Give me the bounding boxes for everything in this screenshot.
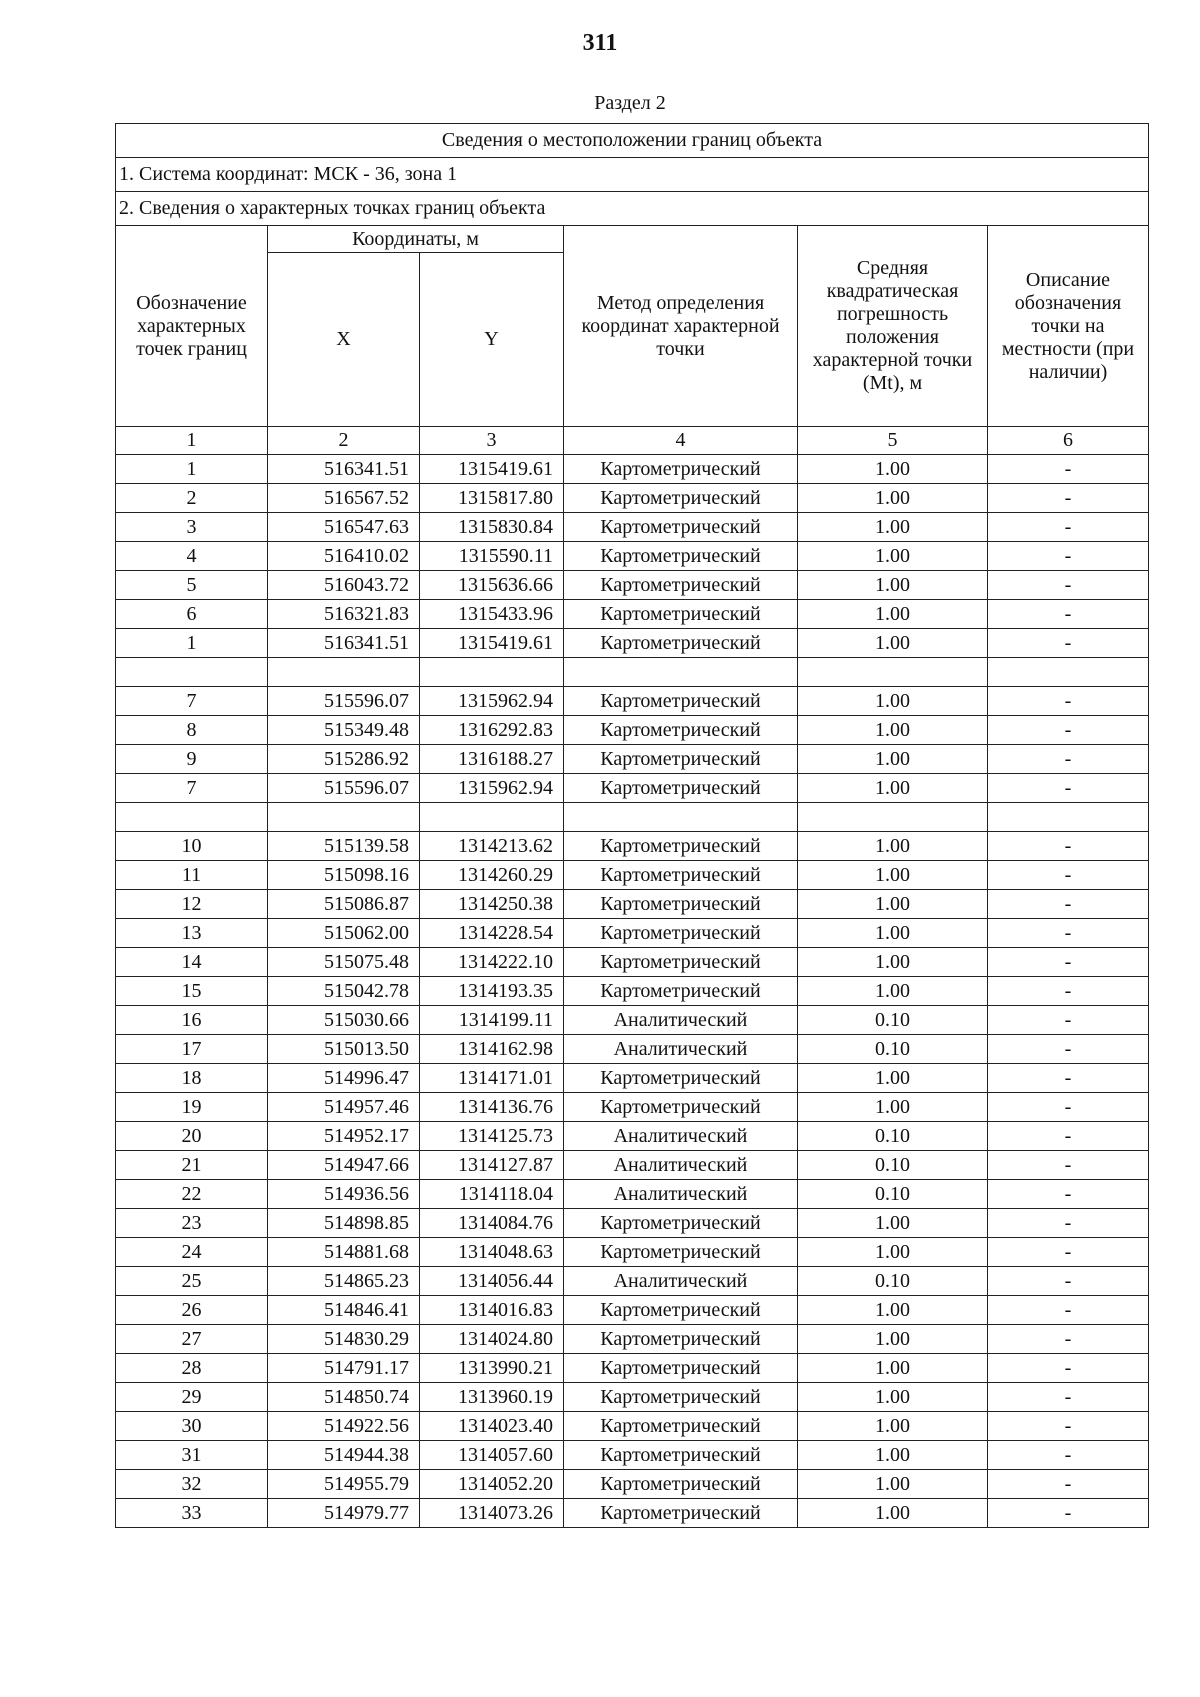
error-mt: 0.10 (798, 1180, 988, 1209)
table-row (116, 1470, 1149, 1499)
table-row (116, 1093, 1149, 1122)
point-designation: 32 (116, 1470, 268, 1499)
coord-y: 1314250.38 (420, 890, 564, 919)
table-row (116, 1383, 1149, 1412)
error-mt: 1.00 (798, 542, 988, 571)
coord-y: 1315962.94 (420, 774, 564, 803)
coord-y: 1314193.35 (420, 977, 564, 1006)
table-row (116, 716, 1149, 745)
point-designation (116, 803, 268, 832)
table-row (116, 629, 1149, 658)
coord-y: 1315433.96 (420, 600, 564, 629)
coord-x: 515013.50 (268, 1035, 420, 1064)
error-mt: 0.10 (798, 1006, 988, 1035)
coord-y: 1315419.61 (420, 629, 564, 658)
coord-y: 1314057.60 (420, 1441, 564, 1470)
point-description: - (988, 542, 1149, 571)
header-x: X (268, 253, 420, 427)
coord-y: 1314171.01 (420, 1064, 564, 1093)
table-row (116, 1238, 1149, 1267)
coord-y: 1314162.98 (420, 1035, 564, 1064)
method: Картометрический (564, 629, 798, 658)
method: Картометрический (564, 1441, 798, 1470)
column-number: 3 (420, 427, 564, 455)
coord-y: 1314084.76 (420, 1209, 564, 1238)
error-mt: 1.00 (798, 1064, 988, 1093)
method: Картометрический (564, 455, 798, 484)
point-designation: 19 (116, 1093, 268, 1122)
method: Картометрический (564, 1354, 798, 1383)
error-mt: 1.00 (798, 687, 988, 716)
table-row (116, 1151, 1149, 1180)
coord-y (420, 658, 564, 687)
coord-x: 515349.48 (268, 716, 420, 745)
coord-x: 514922.56 (268, 1412, 420, 1441)
method: Картометрический (564, 600, 798, 629)
point-description: - (988, 484, 1149, 513)
error-mt: 0.10 (798, 1151, 988, 1180)
method: Картометрический (564, 1064, 798, 1093)
coord-y: 1315419.61 (420, 455, 564, 484)
point-designation: 20 (116, 1122, 268, 1151)
coord-x: 514996.47 (268, 1064, 420, 1093)
header-method: Метод определения координат характерной точки (564, 226, 798, 427)
coord-y: 1315817.80 (420, 484, 564, 513)
coord-y: 1313990.21 (420, 1354, 564, 1383)
coord-x: 515139.58 (268, 832, 420, 861)
coord-x (268, 658, 420, 687)
column-number: 6 (988, 427, 1149, 455)
coord-x: 514952.17 (268, 1122, 420, 1151)
coord-x: 515042.78 (268, 977, 420, 1006)
coord-y: 1314024.80 (420, 1325, 564, 1354)
error-mt: 1.00 (798, 455, 988, 484)
table-row (116, 977, 1149, 1006)
point-description: - (988, 571, 1149, 600)
method: Картометрический (564, 1499, 798, 1528)
method: Аналитический (564, 1151, 798, 1180)
point-description: - (988, 1238, 1149, 1267)
method: Аналитический (564, 1267, 798, 1296)
method: Аналитический (564, 1035, 798, 1064)
column-number: 2 (268, 427, 420, 455)
error-mt: 1.00 (798, 1209, 988, 1238)
point-designation: 21 (116, 1151, 268, 1180)
method: Картометрический (564, 919, 798, 948)
point-designation: 15 (116, 977, 268, 1006)
boundary-points-table (115, 123, 1149, 1528)
method: Аналитический (564, 1006, 798, 1035)
point-designation: 7 (116, 774, 268, 803)
point-designation (116, 658, 268, 687)
coord-y: 1314199.11 (420, 1006, 564, 1035)
point-description: - (988, 774, 1149, 803)
coord-x: 514936.56 (268, 1180, 420, 1209)
method: Картометрический (564, 571, 798, 600)
table-row (116, 542, 1149, 571)
column-number: 4 (564, 427, 798, 455)
coord-x: 516547.63 (268, 513, 420, 542)
point-description: - (988, 919, 1149, 948)
point-description: - (988, 832, 1149, 861)
error-mt: 1.00 (798, 571, 988, 600)
table-row (116, 1354, 1149, 1383)
method: Картометрический (564, 1296, 798, 1325)
point-description: - (988, 455, 1149, 484)
table-row (116, 600, 1149, 629)
coord-x: 514850.74 (268, 1383, 420, 1412)
point-description: - (988, 977, 1149, 1006)
coord-y: 1315636.66 (420, 571, 564, 600)
point-description: - (988, 1006, 1149, 1035)
method: Картометрический (564, 774, 798, 803)
header-y: Y (420, 253, 564, 427)
table-row (116, 1441, 1149, 1470)
error-mt: 0.10 (798, 1122, 988, 1151)
table-row (116, 455, 1149, 484)
table-row (116, 1209, 1149, 1238)
point-description: - (988, 745, 1149, 774)
method: Картометрический (564, 890, 798, 919)
method: Картометрический (564, 716, 798, 745)
coord-x: 515086.87 (268, 890, 420, 919)
coord-y: 1315590.11 (420, 542, 564, 571)
point-designation: 28 (116, 1354, 268, 1383)
coordinate-system: 1. Система координат: МСК - 36, зона 1 (116, 158, 1149, 192)
coord-y: 1314073.26 (420, 1499, 564, 1528)
coord-y: 1314118.04 (420, 1180, 564, 1209)
error-mt: 1.00 (798, 1499, 988, 1528)
point-designation: 3 (116, 513, 268, 542)
error-mt: 1.00 (798, 832, 988, 861)
coord-x: 515596.07 (268, 687, 420, 716)
method: Аналитический (564, 1180, 798, 1209)
coord-y: 1314125.73 (420, 1122, 564, 1151)
header-error: Средняя квадратическая погрешность положения характерной точки (Mt), м (798, 226, 988, 427)
separator-row (116, 803, 1149, 832)
coord-x: 514957.46 (268, 1093, 420, 1122)
point-description (988, 658, 1149, 687)
header-designation: Обозначение характерных точек границ (116, 226, 268, 427)
coord-x: 514865.23 (268, 1267, 420, 1296)
table-row (116, 1267, 1149, 1296)
method: Картометрический (564, 687, 798, 716)
table-row (116, 687, 1149, 716)
table-row (116, 890, 1149, 919)
point-designation: 1 (116, 455, 268, 484)
method (564, 803, 798, 832)
error-mt: 1.00 (798, 1325, 988, 1354)
method (564, 658, 798, 687)
point-description: - (988, 1180, 1149, 1209)
table-row (116, 1064, 1149, 1093)
point-description: - (988, 890, 1149, 919)
error-mt: 1.00 (798, 919, 988, 948)
coord-x: 514791.17 (268, 1354, 420, 1383)
point-designation: 13 (116, 919, 268, 948)
point-description: - (988, 629, 1149, 658)
point-description: - (988, 1499, 1149, 1528)
error-mt: 1.00 (798, 716, 988, 745)
coord-y: 1315830.84 (420, 513, 564, 542)
coord-y: 1314023.40 (420, 1412, 564, 1441)
coord-x: 514944.38 (268, 1441, 420, 1470)
point-description: - (988, 1035, 1149, 1064)
point-description: - (988, 1122, 1149, 1151)
error-mt (798, 658, 988, 687)
coord-y: 1314052.20 (420, 1470, 564, 1499)
error-mt: 1.00 (798, 1470, 988, 1499)
error-mt: 1.00 (798, 745, 988, 774)
coord-y: 1314016.83 (420, 1296, 564, 1325)
method: Картометрический (564, 745, 798, 774)
point-designation: 6 (116, 600, 268, 629)
method: Картометрический (564, 861, 798, 890)
error-mt: 1.00 (798, 774, 988, 803)
point-description: - (988, 1267, 1149, 1296)
coord-x: 514898.85 (268, 1209, 420, 1238)
point-description: - (988, 1296, 1149, 1325)
method: Картометрический (564, 1093, 798, 1122)
point-description: - (988, 948, 1149, 977)
point-description: - (988, 1209, 1149, 1238)
error-mt: 1.00 (798, 1296, 988, 1325)
point-designation: 7 (116, 687, 268, 716)
table-row (116, 1499, 1149, 1528)
method: Аналитический (564, 1122, 798, 1151)
coord-x: 515596.07 (268, 774, 420, 803)
point-designation: 25 (116, 1267, 268, 1296)
point-designation: 17 (116, 1035, 268, 1064)
method: Картометрический (564, 948, 798, 977)
coord-x: 516567.52 (268, 484, 420, 513)
coord-x: 515098.16 (268, 861, 420, 890)
point-designation: 22 (116, 1180, 268, 1209)
point-designation: 29 (116, 1383, 268, 1412)
coord-x: 515062.00 (268, 919, 420, 948)
point-designation: 2 (116, 484, 268, 513)
error-mt: 0.10 (798, 1267, 988, 1296)
method: Картометрический (564, 977, 798, 1006)
point-description: - (988, 1093, 1149, 1122)
coord-y: 1314228.54 (420, 919, 564, 948)
coord-y: 1314048.63 (420, 1238, 564, 1267)
point-designation: 27 (116, 1325, 268, 1354)
coord-y: 1316188.27 (420, 745, 564, 774)
point-designation: 14 (116, 948, 268, 977)
table-row (116, 861, 1149, 890)
column-number-row (116, 427, 1149, 455)
point-description: - (988, 716, 1149, 745)
point-description (988, 803, 1149, 832)
coord-x: 514947.66 (268, 1151, 420, 1180)
column-number: 1 (116, 427, 268, 455)
method: Картометрический (564, 1238, 798, 1267)
method: Картометрический (564, 832, 798, 861)
error-mt: 1.00 (798, 1238, 988, 1267)
point-designation: 10 (116, 832, 268, 861)
table-row (116, 1122, 1149, 1151)
coord-y: 1314213.62 (420, 832, 564, 861)
point-designation: 16 (116, 1006, 268, 1035)
method: Картометрический (564, 484, 798, 513)
error-mt: 1.00 (798, 600, 988, 629)
coord-x: 514830.29 (268, 1325, 420, 1354)
coord-x: 516341.51 (268, 629, 420, 658)
method: Картометрический (564, 542, 798, 571)
point-description: - (988, 1412, 1149, 1441)
error-mt: 1.00 (798, 861, 988, 890)
point-description: - (988, 1151, 1149, 1180)
point-description: - (988, 687, 1149, 716)
section-title: Раздел 2 (594, 92, 666, 114)
method: Картометрический (564, 513, 798, 542)
table-row (116, 571, 1149, 600)
point-description: - (988, 600, 1149, 629)
coord-y: 1313960.19 (420, 1383, 564, 1412)
error-mt: 1.00 (798, 948, 988, 977)
coord-x: 514979.77 (268, 1499, 420, 1528)
page-number: 311 (582, 30, 618, 56)
point-description: - (988, 1325, 1149, 1354)
error-mt: 1.00 (798, 977, 988, 1006)
error-mt: 1.00 (798, 1441, 988, 1470)
error-mt: 1.00 (798, 629, 988, 658)
point-designation: 26 (116, 1296, 268, 1325)
table-row (116, 832, 1149, 861)
table-row (116, 1006, 1149, 1035)
point-designation: 1 (116, 629, 268, 658)
header-coordinates: Координаты, м (268, 226, 564, 253)
error-mt: 0.10 (798, 1035, 988, 1064)
table-row (116, 1296, 1149, 1325)
point-description: - (988, 1441, 1149, 1470)
coord-y (420, 803, 564, 832)
coord-x: 515286.92 (268, 745, 420, 774)
error-mt: 1.00 (798, 1412, 988, 1441)
coord-y: 1314056.44 (420, 1267, 564, 1296)
coord-y: 1316292.83 (420, 716, 564, 745)
column-number: 5 (798, 427, 988, 455)
coord-x: 514955.79 (268, 1470, 420, 1499)
table-row (116, 1035, 1149, 1064)
coord-y: 1314222.10 (420, 948, 564, 977)
coord-y: 1315962.94 (420, 687, 564, 716)
point-designation: 4 (116, 542, 268, 571)
point-description: - (988, 1383, 1149, 1412)
error-mt: 1.00 (798, 513, 988, 542)
method: Картометрический (564, 1209, 798, 1238)
point-designation: 5 (116, 571, 268, 600)
coord-x: 514881.68 (268, 1238, 420, 1267)
point-designation: 9 (116, 745, 268, 774)
point-designation: 18 (116, 1064, 268, 1093)
table-row (116, 1325, 1149, 1354)
table-row (116, 1180, 1149, 1209)
table-row (116, 948, 1149, 977)
method: Картометрический (564, 1412, 798, 1441)
table-row (116, 774, 1149, 803)
point-description: - (988, 1064, 1149, 1093)
coord-x: 515030.66 (268, 1006, 420, 1035)
point-designation: 30 (116, 1412, 268, 1441)
point-designation: 31 (116, 1441, 268, 1470)
coord-y: 1314127.87 (420, 1151, 564, 1180)
error-mt: 1.00 (798, 890, 988, 919)
coord-y: 1314136.76 (420, 1093, 564, 1122)
points-section-header: 2. Сведения о характерных точках границ объекта (116, 192, 1149, 226)
point-designation: 8 (116, 716, 268, 745)
coord-x: 515075.48 (268, 948, 420, 977)
error-mt (798, 803, 988, 832)
point-description: - (988, 1470, 1149, 1499)
coord-x (268, 803, 420, 832)
table-row (116, 1412, 1149, 1441)
point-description: - (988, 861, 1149, 890)
coord-x: 516321.83 (268, 600, 420, 629)
table-row (116, 919, 1149, 948)
error-mt: 1.00 (798, 484, 988, 513)
error-mt: 1.00 (798, 1354, 988, 1383)
point-description: - (988, 1354, 1149, 1383)
method: Картометрический (564, 1470, 798, 1499)
coord-y: 1314260.29 (420, 861, 564, 890)
method: Картометрический (564, 1383, 798, 1412)
separator-row (116, 658, 1149, 687)
coord-x: 516410.02 (268, 542, 420, 571)
header-description: Описание обозначения точки на местности (при наличии) (988, 226, 1149, 427)
point-designation: 11 (116, 861, 268, 890)
point-designation: 12 (116, 890, 268, 919)
point-designation: 24 (116, 1238, 268, 1267)
table-title: Сведения о местоположении границ объекта (116, 124, 1149, 158)
point-designation: 33 (116, 1499, 268, 1528)
error-mt: 1.00 (798, 1093, 988, 1122)
method: Картометрический (564, 1325, 798, 1354)
point-description: - (988, 513, 1149, 542)
coord-x: 516341.51 (268, 455, 420, 484)
error-mt: 1.00 (798, 1383, 988, 1412)
coord-x: 514846.41 (268, 1296, 420, 1325)
table-row (116, 513, 1149, 542)
point-designation: 23 (116, 1209, 268, 1238)
coord-x: 516043.72 (268, 571, 420, 600)
table-row (116, 745, 1149, 774)
table-row (116, 484, 1149, 513)
